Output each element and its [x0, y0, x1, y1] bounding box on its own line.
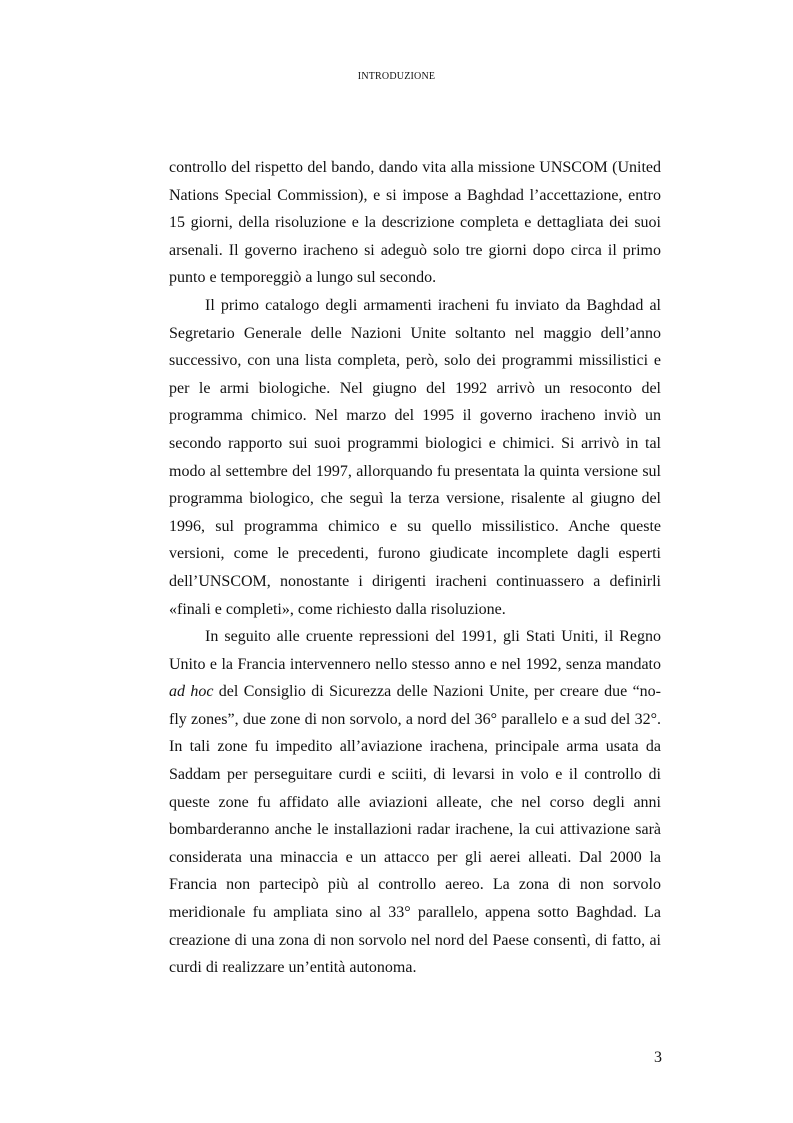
paragraph-3 — [169, 623, 661, 982]
body-text — [169, 154, 661, 982]
italic-phrase: ad hoc — [169, 683, 214, 701]
paragraph-3-part-1: In seguito alle cruente repressioni del 1991, gli Stati Uniti, il Regno Unito e la Francia intervennero nello stesso anno e nel 1992, senza mandato — [169, 628, 661, 673]
paragraph-2: Il primo catalogo degli armamenti iracheni fu inviato da Baghdad al Segretario Generale delle Nazioni Unite soltanto nel maggio dell’anno successivo, con una lista completa, però, solo dei programmi missilistici e per le armi biologiche. Nel giugno del 1992 arrivò un resoconto del programma chimico. Nel marzo del 1995 il governo iracheno inviò un secondo rapporto sui suoi programmi biologici e chimici. Si arrivò in tal modo al settembre del 1997, allorquando fu presentata la quinta versione sul programma biologico, che seguì la terza versione, risalente al giugno del 1996, sul programma chimico e su quello missilistico. Anche queste versioni, come le precedenti, furono giudicate incomplete dagli esperti dell’UNSCOM, nonostante i dirigenti iracheni continuassero a definirli «finali e completi», come richiesto dalla risoluzione. — [169, 296, 661, 618]
paragraph-1: controllo del rispetto del bando, dando vita alla missione UNSCOM (United Nations Special Commission), e si impose a Baghdad l’accettazione, entro 15 giorni, della risoluzione e la descrizione completa e dettagliata dei suoi arsenali. Il governo iracheno si adeguò solo tre giorni dopo circa il primo punto e temporeggiò a lungo sul secondo. — [169, 159, 661, 287]
page-number: 3 — [654, 1049, 662, 1066]
paragraph-3-part-2: del Consiglio di Sicurezza delle Nazioni Unite, per creare due “no-fly zones”, due zone di non sorvolo, a nord del 36° parallelo e a sud del 32°. In tali zone fu impedito all’aviazione irachena, principale arma usata da Saddam per perseguitare curdi e sciiti, di levarsi in volo e il controllo di queste zone fu affidato alle aviazioni alleate, che nel corso degli anni bombarderanno anche le installazioni radar irachene, la cui attivazione sarà considerata una minaccia e un attacco per gli aerei alleati. Dal 2000 la Francia non partecipò più al controllo aereo. La zona di non sorvolo meridionale fu ampliata sino al 33° parallelo, appena sotto Baghdad. La creazione di una zona di non sorvolo nel nord del Paese consentì, di fatto, ai curdi di realizzare un’entità autonoma. — [169, 683, 661, 977]
running-header: INTRODUZIONE — [357, 71, 436, 82]
